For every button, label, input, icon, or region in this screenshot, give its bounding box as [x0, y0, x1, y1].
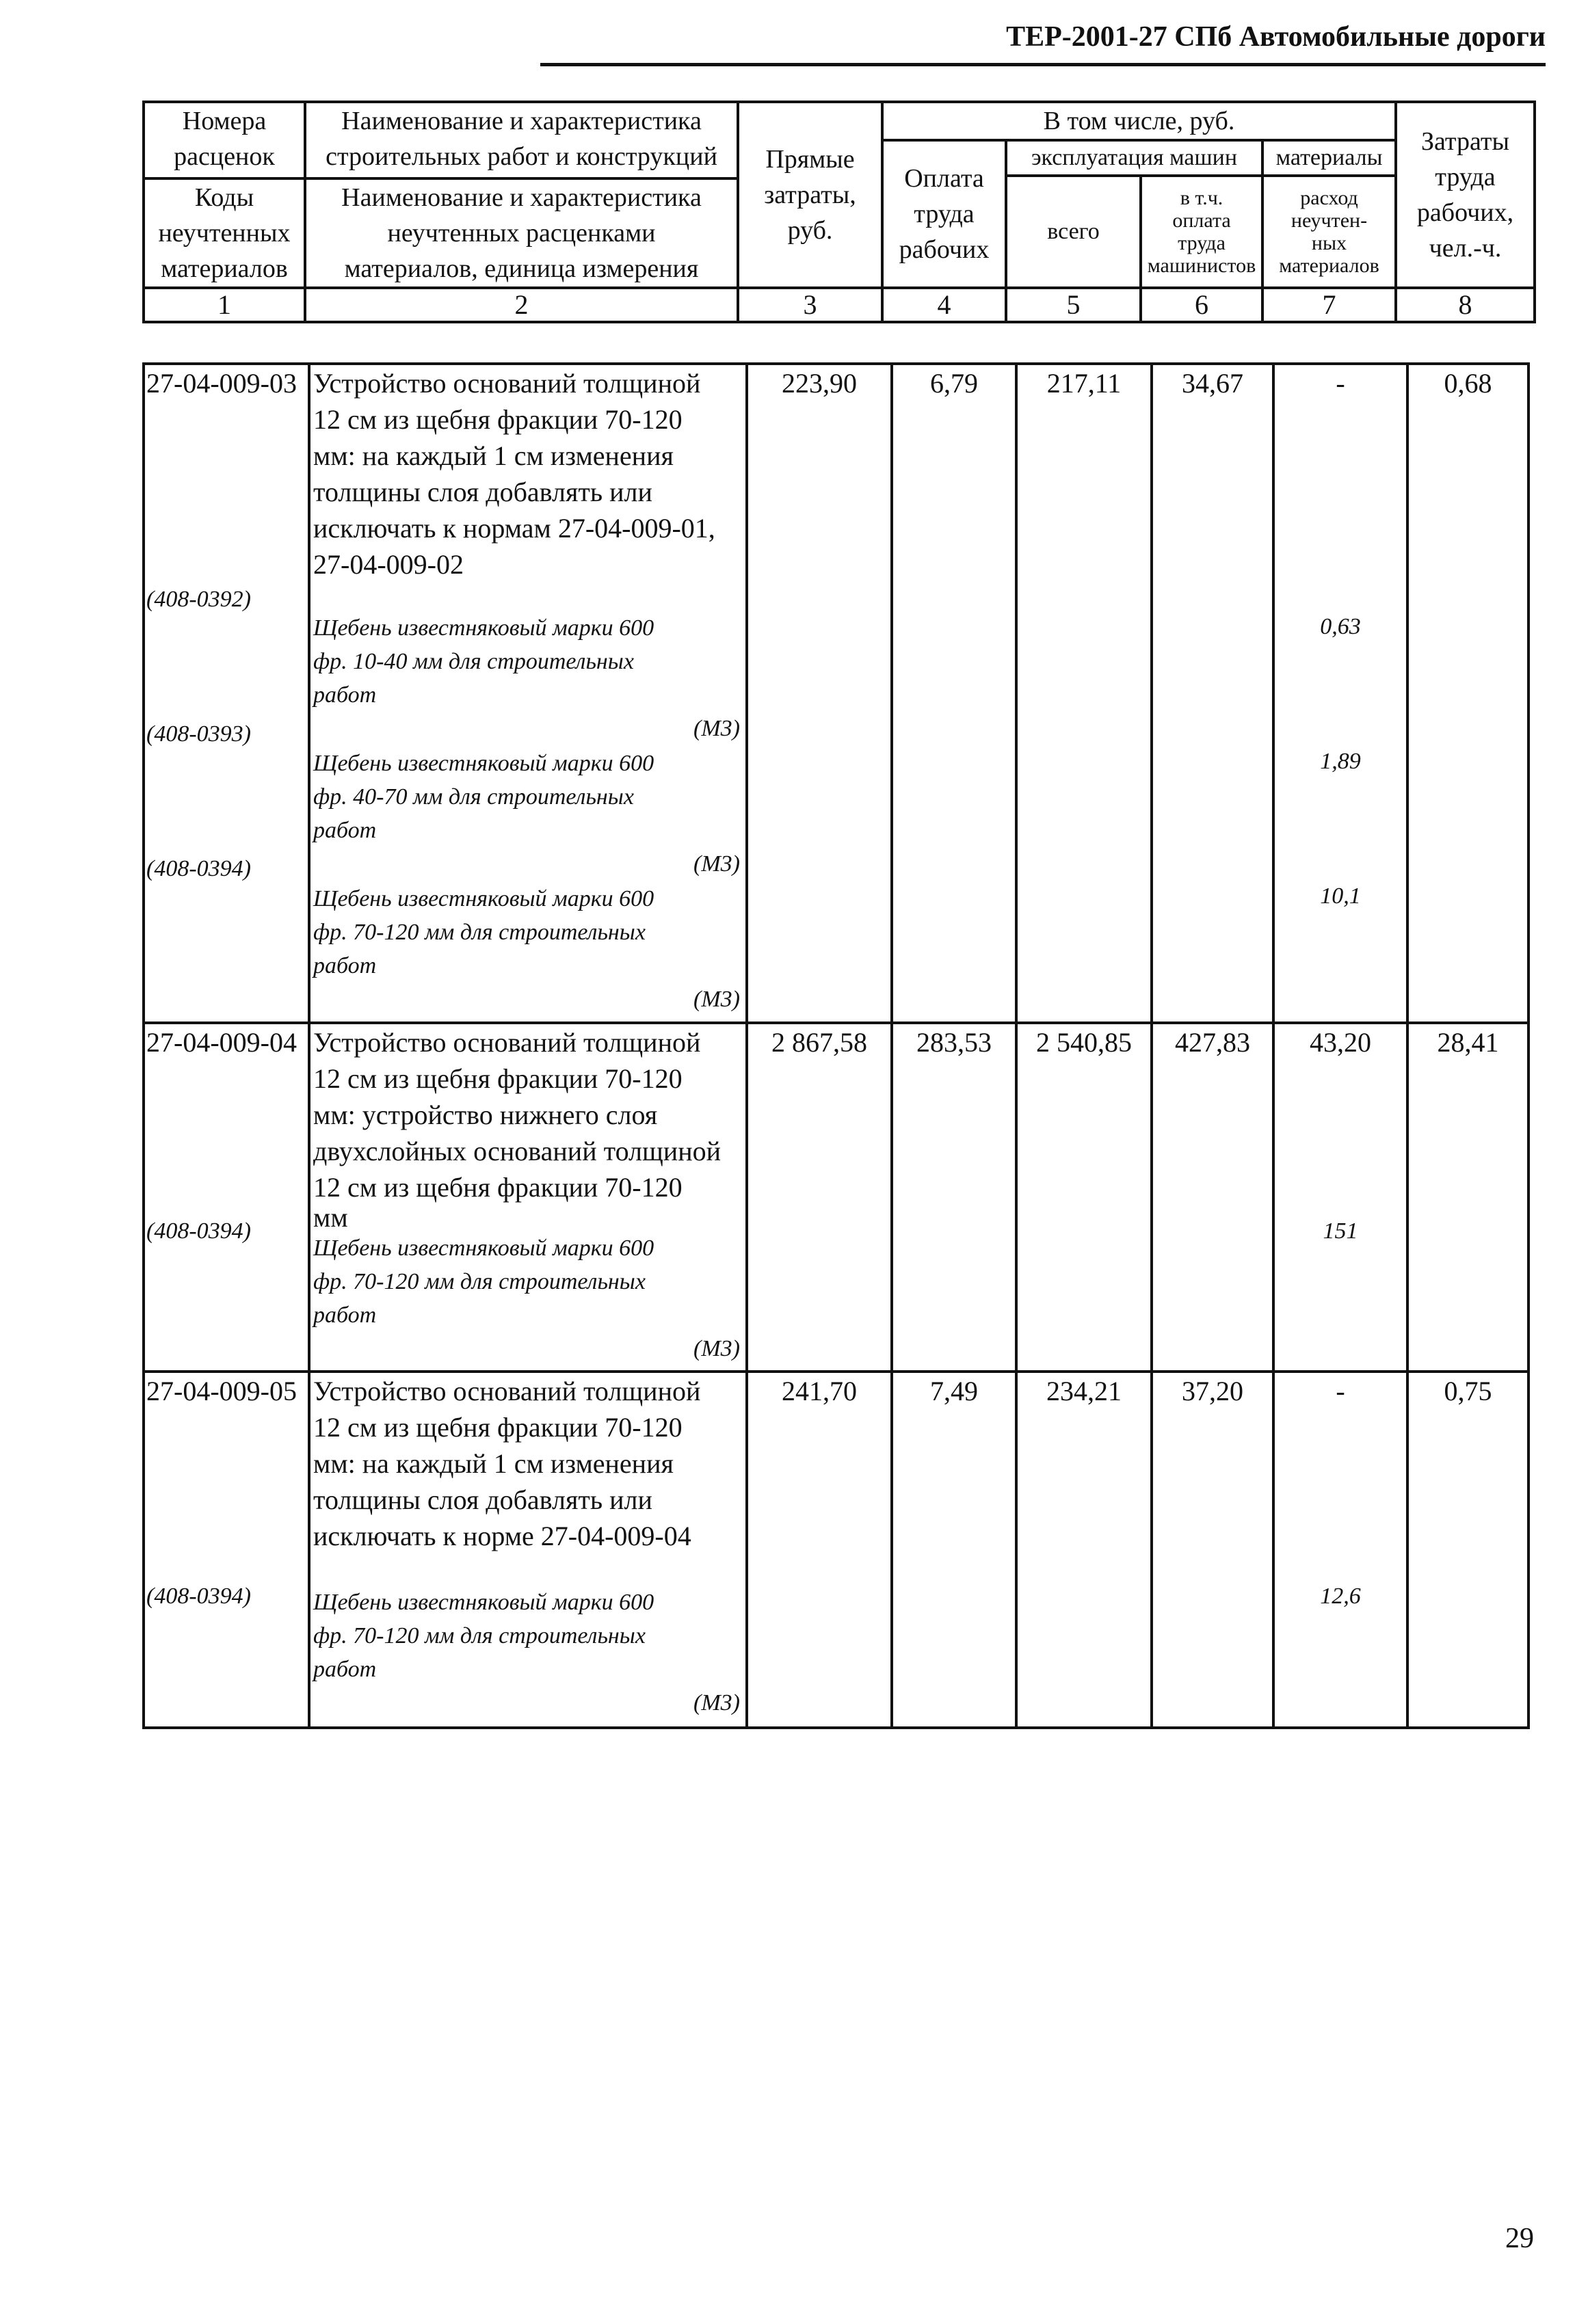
material-qty: 0,63 — [1320, 614, 1361, 639]
machines-total: 234,21 — [1016, 1372, 1152, 1728]
labor-pay: 6,79 — [892, 364, 1016, 1023]
rate-name: Устройство оснований толщиной 12 см из щебня фракции 70-120 мм: на каждый 1 см изменения толщины слоя добавлять или исключать к нормам 27-04-009-01, 27-04-009-02 — [313, 368, 715, 580]
col-number: 6 — [1141, 288, 1262, 322]
table-row — [144, 1372, 1528, 1728]
rate-name-cell — [309, 1372, 747, 1728]
material-name: Щебень известняковый марки 600 фр. 10-40 мм для строительных работ (М3) — [313, 615, 740, 741]
rate-name-cell — [309, 1023, 747, 1372]
material-name: Щебень известняковый марки 600 фр. 70-120 мм для строительных работ (М3) — [313, 886, 740, 1012]
materials-cost: - — [1336, 368, 1345, 399]
direct-costs: 241,70 — [747, 1372, 892, 1728]
rates-table — [142, 362, 1530, 1729]
rate-code-cell — [144, 364, 309, 1023]
materials-cost: 43,20 — [1310, 1027, 1371, 1058]
material-qty: 1,89 — [1320, 749, 1361, 774]
material-qty: 12,6 — [1320, 1584, 1361, 1609]
table-row — [144, 364, 1528, 1023]
col-number: 5 — [1006, 288, 1141, 322]
labor-pay: 7,49 — [892, 1372, 1016, 1728]
material-code: (408-0394) — [146, 856, 251, 881]
machinists-pay: 427,83 — [1152, 1023, 1273, 1372]
machines-total: 217,11 — [1016, 364, 1152, 1023]
direct-costs: 223,90 — [747, 364, 892, 1023]
labor-hours: 0,75 — [1407, 1372, 1528, 1728]
page-header — [540, 14, 1546, 66]
material-code: (408-0393) — [146, 721, 251, 747]
material-name: Щебень известняковый марки 600 фр. 40-70 мм для строительных работ (М3) — [313, 751, 740, 877]
header-machinists: в т.ч. оплата труда машинистов — [1141, 176, 1262, 288]
rate-code: 27-04-009-03 — [146, 368, 297, 399]
header-group: В том числе, руб. — [882, 102, 1396, 140]
materials-cost: - — [1336, 1376, 1345, 1406]
header-materials: материалы — [1262, 140, 1396, 176]
material-name: Щебень известняковый марки 600 фр. 70-120 мм для строительных работ (М3) — [313, 1236, 740, 1361]
material-name: Щебень известняковый марки 600 фр. 70-120 мм для строительных работ (М3) — [313, 1590, 740, 1715]
material-qty: 151 — [1323, 1218, 1358, 1244]
machinists-pay: 37,20 — [1152, 1372, 1273, 1728]
labor-hours: 28,41 — [1407, 1023, 1528, 1372]
rate-code-cell — [144, 1372, 309, 1728]
header-direct-costs: Прямые затраты, руб. — [738, 102, 882, 288]
labor-hours: 0,68 — [1407, 364, 1528, 1023]
materials-cell — [1273, 1023, 1407, 1372]
header-c1-top: Номера расценок — [144, 102, 305, 178]
col-number: 8 — [1396, 288, 1535, 322]
direct-costs: 2 867,58 — [747, 1023, 892, 1372]
material-qty: 10,1 — [1320, 883, 1361, 909]
rate-name-cell — [309, 364, 747, 1023]
header-labor-pay: Оплата труда рабочих — [882, 140, 1006, 288]
col-number: 2 — [305, 288, 738, 322]
machines-total: 2 540,85 — [1016, 1023, 1152, 1372]
material-code: (408-0394) — [146, 1584, 251, 1609]
header-c2-top: Наименование и характеристика строительных работ и конструкций — [305, 102, 738, 178]
header-c1-bottom: Коды неучтенных материалов — [144, 178, 305, 288]
header-unaccounted-materials: расход неучтен- ных материалов — [1262, 176, 1396, 288]
header-machines-total: всего — [1006, 176, 1141, 288]
column-header-table — [142, 101, 1536, 323]
header-c2-bottom: Наименование и характеристика неучтенных расценками материалов, единица измерения — [305, 178, 738, 288]
materials-cell — [1273, 1372, 1407, 1728]
header-machines: эксплуатация машин — [1006, 140, 1262, 176]
page-number: 29 — [1505, 2223, 1534, 2254]
table-row — [144, 1023, 1528, 1372]
rate-code: 27-04-009-05 — [146, 1376, 297, 1406]
material-code: (408-0392) — [146, 587, 251, 612]
col-number: 7 — [1262, 288, 1396, 322]
rate-name: Устройство оснований толщиной 12 см из щебня фракции 70-120 мм: устройство нижнего слоя двухслойных оснований толщиной 12 см из щебня фракции 70-120 мм — [313, 1027, 722, 1233]
materials-cell — [1273, 364, 1407, 1023]
labor-pay: 283,53 — [892, 1023, 1016, 1372]
col-number: 3 — [738, 288, 882, 322]
col-number: 4 — [882, 288, 1006, 322]
rate-name: Устройство оснований толщиной 12 см из щебня фракции 70-120 мм: на каждый 1 см изменения толщины слоя добавлять или исключать к норме 27-04-009-04 — [313, 1376, 701, 1551]
rate-code-cell — [144, 1023, 309, 1372]
document-title: ТЕР-2001-27 СПб Автомобильные дороги — [1006, 21, 1546, 53]
material-code: (408-0394) — [146, 1218, 251, 1244]
col-number: 1 — [144, 288, 305, 322]
rate-code: 27-04-009-04 — [146, 1027, 297, 1058]
machinists-pay: 34,67 — [1152, 364, 1273, 1023]
header-labor-hours: Затраты труда рабочих, чел.-ч. — [1396, 102, 1535, 288]
